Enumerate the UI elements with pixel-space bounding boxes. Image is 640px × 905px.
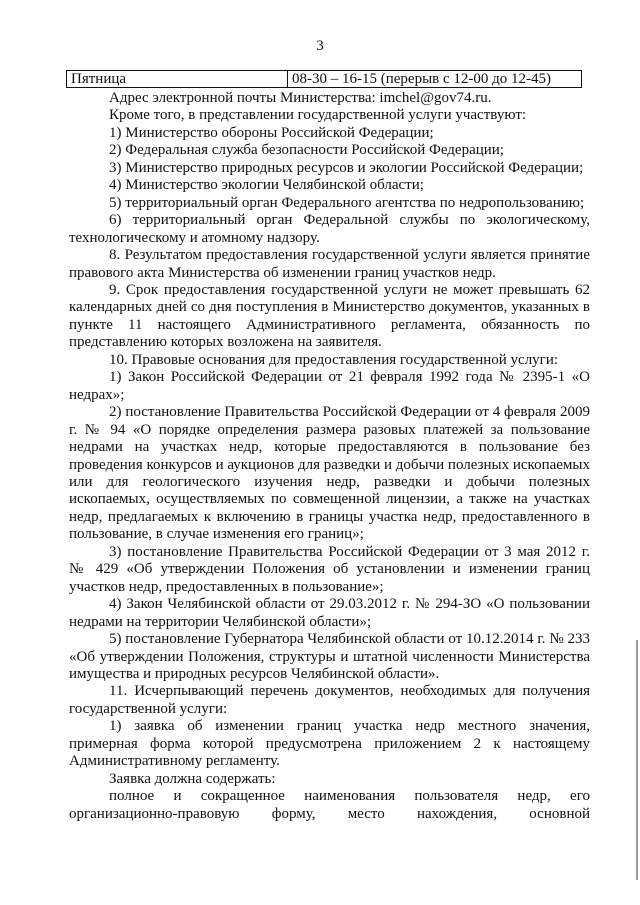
document-item-1: 1) заявка об изменении границ участка недр местного значения, примерная форма которой предусмотрена приложением 2 к настоящему Административному регламенту. — [69, 718, 590, 770]
legal-basis-item-4: 4) Закон Челябинской области от 29.03.2012 г. № 294-ЗО «О пользовании недрами на территории Челябинской области»; — [69, 596, 590, 630]
legal-basis-item-1: 1) Закон Российской Федерации от 21 февраля 1992 года № 2395-1 «О недрах»; — [69, 369, 590, 403]
participant-item-4: 4) Министерство экологии Челябинской области; — [109, 177, 424, 194]
email-paragraph: Адрес электронной почты Министерства: imchel@gov74.ru. — [109, 90, 492, 106]
schedule-hours-cell: 08-30 – 16-15 (перерыв с 12-00 до 12-45) — [288, 71, 582, 88]
schedule-table — [66, 70, 582, 88]
page-number: 3 — [316, 38, 324, 54]
participant-item-3: 3) Министерство природных ресурсов и экологии Российской Федерации; — [109, 159, 584, 176]
scan-edge-mark — [636, 640, 638, 880]
application-contents-item: полное и сокращенное наименования пользователя недр, его организационно-правовую форму, место нахождения, основной — [69, 788, 590, 822]
clause-10-paragraph: 10. Правовые основания для предоставления государственной услуги: — [109, 351, 559, 368]
participant-item-1: 1) Министерство обороны Российской Федерации; — [109, 124, 434, 141]
participant-item-6: 6) территориальный орган Федеральной службы по экологическому, технологическому и атомному надзору. — [69, 212, 590, 246]
clause-11-paragraph: 11. Исчерпывающий перечень документов, необходимых для получения государственной услуги: — [69, 683, 590, 717]
legal-basis-item-2: 2) постановление Правительства Российской Федерации от 4 февраля 2009 г. № 94 «О порядке определения размера разовых платежей за пользование недрами на участках недр, которые предоставляются в пользование без проведения конкурсов и аукционов для разведки и добычи полезных ископаемых или для геологического изучения недр, разведки и добычи полезных ископаемых, осуществляемых по совмещенной лицензии, а также на участках недр, предлагаемых к включению в границы участка недр, предоставленного в пользование, в случае изменения его границ»; — [69, 404, 590, 543]
participant-item-2: 2) Федеральная служба безопасности Российской Федерации; — [109, 142, 504, 159]
application-contents-heading: Заявка должна содержать: — [109, 770, 276, 787]
schedule-row — [67, 71, 582, 88]
participant-item-5: 5) территориальный орган Федерального агентства по недропользованию; — [109, 194, 585, 211]
participants-intro-paragraph: Кроме того, в представлении государственной услуги участвуют: — [109, 107, 527, 124]
clause-8-paragraph: 8. Результатом предоставления государственной услуги является принятие правового акта Министерства об изменении границ участков недр. — [69, 247, 590, 281]
legal-basis-item-5: 5) постановление Губернатора Челябинской области от 10.12.2014 г. № 233 «Об утверждении Положения, структуры и штатной численности Министерства имущества и природных ресурсов Челябинской области». — [69, 631, 590, 682]
document-body — [69, 90, 590, 823]
clause-9-paragraph: 9. Срок предоставления государственной услуги не может превышать 62 календарных дней со дня поступления в Министерство документов, указанных в пункте 11 настоящего Административного регламента, обязанность по представлению которых возложена на заявителя. — [69, 281, 590, 351]
legal-basis-item-3: 3) постановление Правительства Российской Федерации от 3 мая 2012 г. № 429 «Об утверждении Положения об установлении и изменении границ участков недр, предоставленных в пользование»; — [69, 543, 590, 595]
schedule-day-cell: Пятница — [67, 71, 288, 88]
